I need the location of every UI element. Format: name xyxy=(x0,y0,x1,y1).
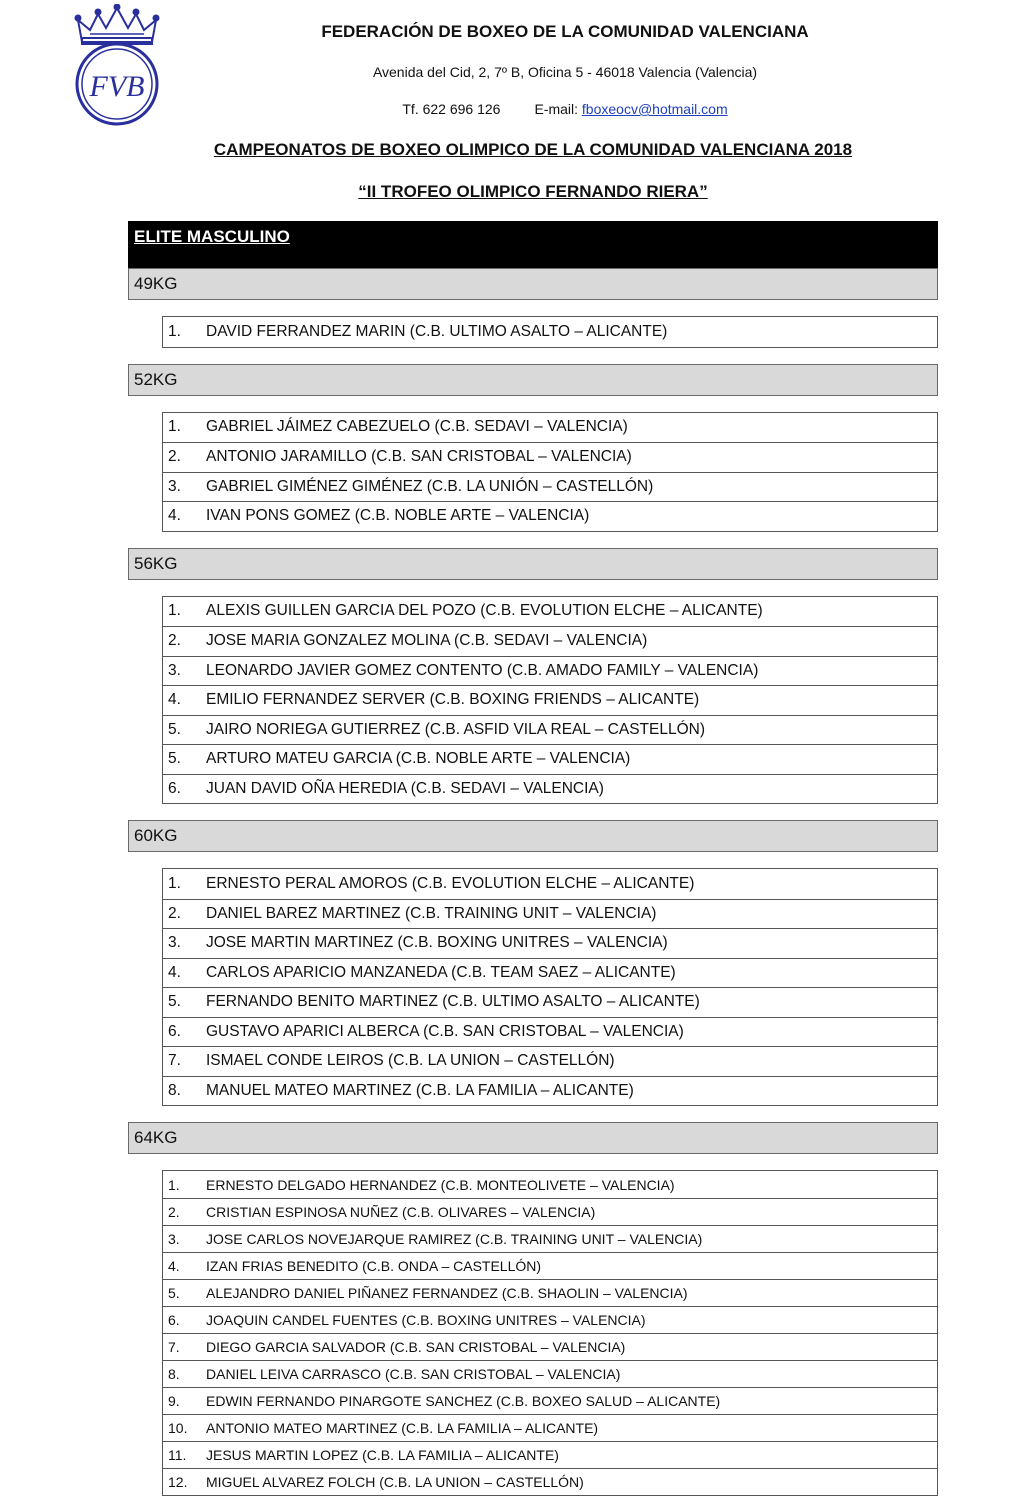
position-number: 5. xyxy=(168,750,181,768)
result-row xyxy=(163,1360,937,1387)
boxer-name: LEONARDO JAVIER GOMEZ CONTENTO (C.B. AMADO FAMILY – VALENCIA) xyxy=(206,661,759,679)
position-number: 3. xyxy=(168,1231,180,1247)
boxer-name: ANTONIO JARAMILLO (C.B. SAN CRISTOBAL – VALENCIA) xyxy=(206,448,632,466)
boxer-name: EMILIO FERNANDEZ SERVER (C.B. BOXING FRIENDS – ALICANTE) xyxy=(206,691,700,709)
boxer-name: JAIRO NORIEGA GUTIERREZ (C.B. ASFID VILA REAL – CASTELLÓN) xyxy=(206,720,705,738)
position-number: 6. xyxy=(168,1312,180,1328)
phone: Tf. 622 696 126 xyxy=(402,101,501,117)
result-row xyxy=(163,774,937,804)
boxer-name: IVAN PONS GOMEZ (C.B. NOBLE ARTE – VALENCIA) xyxy=(206,507,590,525)
position-number: 2. xyxy=(168,904,181,922)
weight-class-header: 52KG xyxy=(128,364,938,396)
position-number: 5. xyxy=(168,993,181,1011)
weight-section xyxy=(128,1122,938,1496)
weight-class-header: 60KG xyxy=(128,820,938,852)
boxer-name: ALEJANDRO DANIEL PIÑANEZ FERNANDEZ (C.B. SHAOLIN – VALENCIA) xyxy=(206,1285,688,1301)
position-number: 2. xyxy=(168,448,181,466)
weight-class-header: 56KG xyxy=(128,548,938,580)
results-table xyxy=(162,596,938,805)
result-row xyxy=(163,899,937,929)
position-number: 1. xyxy=(168,322,181,340)
result-row xyxy=(163,928,937,958)
logo-letters: FVB xyxy=(89,70,145,103)
boxer-name: EDWIN FERNANDO PINARGOTE SANCHEZ (C.B. BOXEO SALUD – ALICANTE) xyxy=(206,1393,721,1409)
result-row xyxy=(163,744,937,774)
position-number: 4. xyxy=(168,963,181,981)
result-row xyxy=(163,656,937,686)
result-row xyxy=(163,501,937,531)
result-row xyxy=(163,1279,937,1306)
result-row xyxy=(163,958,937,988)
result-row xyxy=(163,987,937,1017)
boxer-name: ISMAEL CONDE LEIROS (C.B. LA UNION – CASTELLÓN) xyxy=(206,1052,615,1070)
result-row xyxy=(163,1252,937,1279)
boxer-name: CARLOS APARICIO MANZANEDA (C.B. TEAM SAEZ – ALICANTE) xyxy=(206,963,676,981)
boxer-name: DANIEL BAREZ MARTINEZ (C.B. TRAINING UNIT – VALENCIA) xyxy=(206,904,657,922)
boxer-name: ERNESTO PERAL AMOROS (C.B. EVOLUTION ELCHE – ALICANTE) xyxy=(206,874,695,892)
position-number: 2. xyxy=(168,1204,180,1220)
result-row xyxy=(163,1441,937,1468)
position-number: 1. xyxy=(168,418,181,436)
position-number: 7. xyxy=(168,1339,180,1355)
boxer-name: MANUEL MATEO MARTINEZ (C.B. LA FAMILIA – ALICANTE) xyxy=(206,1081,634,1099)
boxer-name: GUSTAVO APARICI ALBERCA (C.B. SAN CRISTOBAL – VALENCIA) xyxy=(206,1022,684,1040)
boxer-name: CRISTIAN ESPINOSA NUÑEZ (C.B. OLIVARES – VALENCIA) xyxy=(206,1204,596,1220)
weight-class-header: 64KG xyxy=(128,1122,938,1154)
boxer-name: DAVID FERRANDEZ MARIN (C.B. ULTIMO ASALTO – ALICANTE) xyxy=(206,322,668,340)
boxer-name: GABRIEL GIMÉNEZ GIMÉNEZ (C.B. LA UNIÓN – CASTELLÓN) xyxy=(206,477,654,495)
document-title: CAMPEONATOS DE BOXEO OLIMPICO DE LA COMUNIDAD VALENCIANA 2018 xyxy=(213,140,853,159)
boxer-name: GABRIEL JÁIMEZ CABEZUELO (C.B. SEDAVI – VALENCIA) xyxy=(206,418,628,436)
result-row xyxy=(163,715,937,745)
result-row xyxy=(163,413,937,443)
boxer-name: ANTONIO MATEO MARTINEZ (C.B. LA FAMILIA – ALICANTE) xyxy=(206,1420,599,1436)
boxer-name: ARTURO MATEU GARCIA (C.B. NOBLE ARTE – VALENCIA) xyxy=(206,750,631,768)
result-row xyxy=(163,317,937,347)
position-number: 4. xyxy=(168,1258,180,1274)
boxer-name: JOSE MARTIN MARTINEZ (C.B. BOXING UNITRES – VALENCIA) xyxy=(206,934,668,952)
result-row xyxy=(163,869,937,899)
result-row xyxy=(163,1306,937,1333)
result-row xyxy=(163,685,937,715)
position-number: 1. xyxy=(168,602,181,620)
position-number: 8. xyxy=(168,1366,180,1382)
results-content xyxy=(128,221,938,1512)
position-number: 10. xyxy=(168,1420,188,1436)
boxer-name: FERNANDO BENITO MARTINEZ (C.B. ULTIMO ASALTO – ALICANTE) xyxy=(206,993,700,1011)
results-table xyxy=(162,412,938,532)
result-row xyxy=(163,442,937,472)
boxer-name: JESUS MARTIN LOPEZ (C.B. LA FAMILIA – ALICANTE) xyxy=(206,1447,559,1463)
federation-name: FEDERACIÓN DE BOXEO DE LA COMUNIDAD VALENCIANA xyxy=(321,22,809,41)
position-number: 3. xyxy=(168,934,181,952)
federation-logo xyxy=(72,4,162,126)
result-row xyxy=(163,1468,937,1495)
position-number: 8. xyxy=(168,1081,181,1099)
result-row xyxy=(163,1333,937,1360)
position-number: 5. xyxy=(168,720,181,738)
email-link[interactable]: fboxeocv@hotmail.com xyxy=(581,101,728,117)
position-number: 6. xyxy=(168,1022,181,1040)
result-row xyxy=(163,1171,937,1198)
boxer-name: ERNESTO DELGADO HERNANDEZ (C.B. MONTEOLIVETE – VALENCIA) xyxy=(206,1176,675,1193)
position-number: 5. xyxy=(168,1285,180,1301)
weight-section xyxy=(128,268,938,348)
boxer-name: ALEXIS GUILLEN GARCIA DEL POZO (C.B. EVOLUTION ELCHE – ALICANTE) xyxy=(206,602,763,620)
result-row xyxy=(163,626,937,656)
result-row xyxy=(163,1198,937,1225)
results-table xyxy=(162,868,938,1106)
document-subtitle: “II TROFEO OLIMPICO FERNANDO RIERA” xyxy=(358,182,708,201)
position-number: 2. xyxy=(168,632,181,650)
result-row xyxy=(163,1225,937,1252)
position-number: 7. xyxy=(168,1052,181,1070)
result-row xyxy=(163,472,937,502)
position-number: 1. xyxy=(168,874,181,892)
result-row xyxy=(163,1046,937,1076)
position-number: 1. xyxy=(168,1176,180,1193)
results-table xyxy=(162,316,938,348)
boxer-name: DANIEL LEIVA CARRASCO (C.B. SAN CRISTOBAL – VALENCIA) xyxy=(206,1366,621,1382)
boxer-name: JOAQUIN CANDEL FUENTES (C.B. BOXING UNITRES – VALENCIA) xyxy=(206,1312,646,1328)
position-number: 3. xyxy=(168,477,181,495)
result-row xyxy=(163,1414,937,1441)
result-row xyxy=(163,597,937,627)
position-number: 4. xyxy=(168,691,181,709)
result-row xyxy=(163,1076,937,1106)
position-number: 3. xyxy=(168,661,181,679)
boxer-name: DIEGO GARCIA SALVADOR (C.B. SAN CRISTOBAL – VALENCIA) xyxy=(206,1339,626,1355)
boxer-name: JUAN DAVID OÑA HEREDIA (C.B. SEDAVI – VALENCIA) xyxy=(206,779,604,797)
position-number: 12. xyxy=(168,1474,188,1490)
position-number: 11. xyxy=(168,1447,187,1463)
weight-section xyxy=(128,364,938,532)
weight-class-header: 49KG xyxy=(128,268,938,300)
boxer-name: IZAN FRIAS BENEDITO (C.B. ONDA – CASTELLÓN) xyxy=(206,1258,542,1274)
position-number: 9. xyxy=(168,1393,180,1409)
result-row xyxy=(163,1017,937,1047)
email-label: E-mail: xyxy=(534,101,579,117)
result-row xyxy=(163,1387,937,1414)
federation-address: Avenida del Cid, 2, 7º B, Oficina 5 - 46018 Valencia (Valencia) xyxy=(372,64,758,80)
position-number: 6. xyxy=(168,779,181,797)
boxer-name: JOSE MARIA GONZALEZ MOLINA (C.B. SEDAVI – VALENCIA) xyxy=(206,632,648,650)
weight-sections xyxy=(128,268,938,1496)
boxer-name: JOSE CARLOS NOVEJARQUE RAMIREZ (C.B. TRAINING UNIT – VALENCIA) xyxy=(206,1231,703,1247)
category-header: ELITE MASCULINO xyxy=(128,221,938,268)
contact-line xyxy=(180,101,950,117)
boxer-name: MIGUEL ALVAREZ FOLCH (C.B. LA UNION – CASTELLÓN) xyxy=(206,1474,584,1490)
weight-section xyxy=(128,548,938,805)
position-number: 4. xyxy=(168,507,181,525)
weight-section xyxy=(128,820,938,1106)
results-table xyxy=(162,1170,938,1496)
